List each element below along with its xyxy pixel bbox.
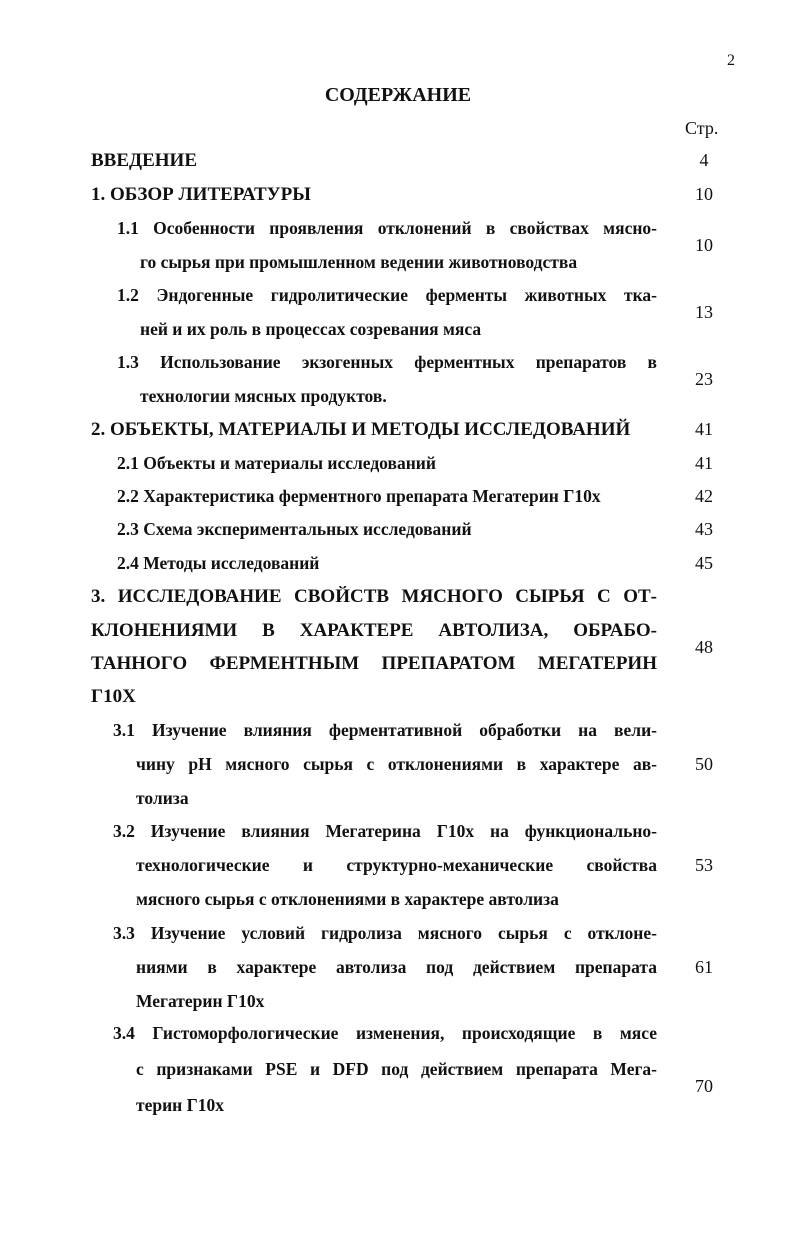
toc-entry-text: ВВЕДЕНИЕ <box>91 150 197 171</box>
toc-entry-text: 2.2 Характеристика ферментного препарата Мегатерин Г10х <box>117 486 601 506</box>
toc-entry-page: 50 <box>695 754 713 774</box>
toc-entry-text: ниями в характере автолиза под действием препарата <box>136 957 657 977</box>
toc-entry-page: 23 <box>695 369 713 389</box>
toc-entry-page: 4 <box>699 150 709 170</box>
toc-entry-text: Г10Х <box>91 686 136 707</box>
toc-entry-page: 61 <box>695 957 713 977</box>
toc-entry-page: 43 <box>695 519 713 539</box>
toc-entry-page: 45 <box>695 553 713 573</box>
toc-entry-text: 1.2 Эндогенные гидролитические ферменты животных тка- <box>117 285 657 305</box>
toc-entry-text: го сырья при промышленном ведении животноводства <box>140 252 578 272</box>
toc-entry-text: 2.4 Методы исследований <box>117 553 320 573</box>
toc-entry-text: 2.3 Схема экспериментальных исследований <box>117 519 472 539</box>
toc-entry-page: 70 <box>695 1076 713 1096</box>
toc-entry-page: 48 <box>695 637 713 657</box>
toc-entry-text: 3.4 Гистоморфологические изменения, происходящие в мясе <box>113 1023 657 1043</box>
toc-entry-text: 3.3 Изучение условий гидролиза мясного сырья с отклоне- <box>113 923 657 943</box>
toc-entry-text: ТАННОГО ФЕРМЕНТНЫМ ПРЕПАРАТОМ МЕГАТЕРИН <box>91 653 657 674</box>
toc-entry-page: 13 <box>695 302 713 322</box>
toc-entry-text: 1.1 Особенности проявления отклонений в свойствах мясно- <box>117 218 657 238</box>
toc-entry-text: 1. ОБЗОР ЛИТЕРАТУРЫ <box>91 184 311 205</box>
toc-entry-text: толиза <box>136 788 189 808</box>
toc-entry-text: 2.1 Объекты и материалы исследований <box>117 453 436 473</box>
toc-title: СОДЕРЖАНИЕ <box>324 84 472 106</box>
toc-entry-text: 3.2 Изучение влияния Мегатерина Г10х на функционально- <box>113 821 657 841</box>
page-number: 2 <box>727 52 735 69</box>
toc-entry-text: Мегатерин Г10х <box>136 991 265 1011</box>
toc-entry-text: с признаками PSE и DFD под действием препарата Мега- <box>136 1059 657 1079</box>
toc-entry-text: КЛОНЕНИЯМИ В ХАРАКТЕРЕ АВТОЛИЗА, ОБРАБО- <box>91 620 657 641</box>
toc-entry-page: 42 <box>695 486 713 506</box>
page-column-header: Стр. <box>685 118 719 138</box>
toc-entry-page: 41 <box>695 419 713 439</box>
toc-entry-text: ней и их роль в процессах созревания мяса <box>140 319 482 339</box>
toc-entry-page: 10 <box>695 184 713 204</box>
toc-entry-page: 41 <box>695 453 713 473</box>
toc-entry-text: 2. ОБЪЕКТЫ, МАТЕРИАЛЫ И МЕТОДЫ ИССЛЕДОВАНИЙ <box>91 419 631 440</box>
toc-entry-page: 10 <box>695 235 713 255</box>
toc-entry-text: мясного сырья с отклонениями в характере автолиза <box>136 889 559 909</box>
toc-entry-text: терин Г10х <box>136 1095 225 1115</box>
toc-entry-text: 3.1 Изучение влияния ферментативной обработки на вели- <box>113 720 657 740</box>
toc-entry-text: чину рН мясного сырья с отклонениями в характере ав- <box>136 754 657 774</box>
toc-entry-text: 1.3 Использование экзогенных ферментных препаратов в <box>117 352 657 372</box>
toc-entry-text: технологические и структурно-механические свойства <box>136 855 657 875</box>
toc-entry-text: технологии мясных продуктов. <box>140 386 387 406</box>
toc-entry-page: 53 <box>695 855 713 875</box>
toc-entry-text: 3. ИССЛЕДОВАНИЕ СВОЙСТВ МЯСНОГО СЫРЬЯ С ОТ- <box>91 586 657 607</box>
